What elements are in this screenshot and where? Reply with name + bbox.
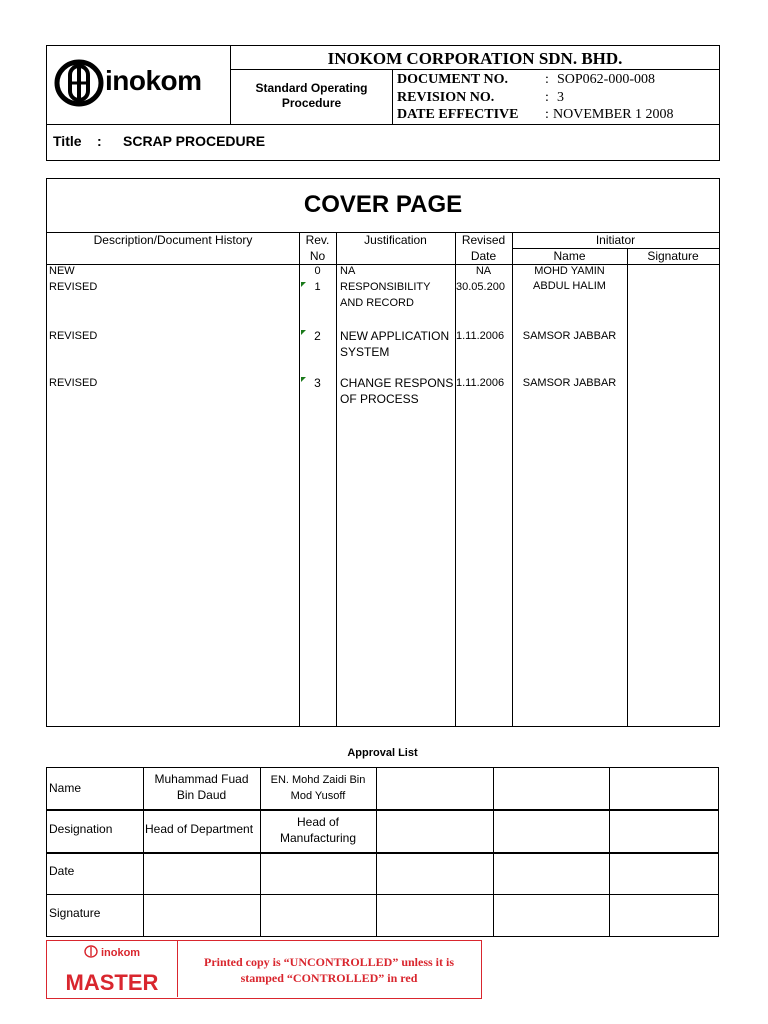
col-header-rev-no: No [309, 249, 326, 263]
approver-1-name-line1: Muhammad Fuad [154, 772, 249, 786]
master-stamp [46, 940, 482, 999]
cover-page-table [46, 178, 720, 727]
stamp-logo-text: inokom [100, 947, 141, 959]
history-row-name: MOHD YAMIN [534, 265, 605, 277]
history-row-rev: 2 [314, 329, 321, 343]
document-fields [397, 71, 717, 124]
col-header-signature: Signature [647, 249, 699, 263]
field-label: DATE EFFECTIVE [397, 107, 519, 122]
history-row-justification: CHANGE RESPONS [340, 376, 454, 390]
approver-1-name-line2: Bin Daud [176, 788, 227, 802]
title-label: Title [53, 133, 82, 149]
history-row-rev: 0 [314, 265, 321, 277]
history-row-justification: RESPONSIBILITY [340, 281, 431, 293]
col-header-description: Description/Document History [93, 233, 253, 247]
approver-2-designation [260, 814, 376, 846]
field-revision-no [397, 89, 717, 107]
history-row-date: NA [475, 265, 492, 277]
document-header [46, 45, 720, 161]
stamp-notice-line1: Printed copy is “UNCONTROLLED” unless it is [203, 955, 455, 969]
stamp-master-label: MASTER [65, 970, 159, 995]
history-row-rev: 1 [314, 281, 321, 293]
approval-label-date: Date [49, 864, 75, 878]
history-row-name: SAMSOR JABBAR [522, 377, 617, 389]
approval-label-designation: Designation [49, 822, 113, 836]
field-label: DOCUMENT NO. [397, 72, 508, 87]
stamp-logo [47, 945, 177, 959]
document-title-row [53, 133, 266, 149]
approval-table [46, 767, 719, 937]
approver-1-name [143, 771, 260, 803]
history-row-name: SAMSOR JABBAR [522, 330, 617, 342]
history-row-justification-cont: OF PROCESS [340, 392, 419, 406]
history-row-desc: REVISED [49, 377, 98, 389]
field-separator: : [545, 89, 549, 105]
col-header-name: Name [553, 249, 586, 263]
history-row-desc: NEW [49, 265, 75, 277]
history-row-justification: NA [340, 265, 356, 277]
history-row-rev: 3 [314, 376, 321, 390]
inokom-emblem-icon [84, 945, 98, 958]
history-row-justification-cont: SYSTEM [340, 345, 390, 359]
approver-2-name-line1: EN. Mohd Zaidi Bin [270, 774, 366, 786]
cover-page-heading: COVER PAGE [303, 191, 463, 218]
col-header-rev: Rev. [305, 233, 330, 247]
document-type [231, 81, 392, 111]
approval-list-heading: Approval List [347, 747, 418, 759]
stamp-notice-line2: stamped “CONTROLLED” in red [240, 971, 418, 985]
field-value: NOVEMBER 1 2008 [553, 107, 674, 122]
approver-2-designation-line2: Manufacturing [279, 831, 357, 845]
field-value: 3 [557, 89, 564, 105]
approver-2-name [260, 772, 376, 804]
approval-label-signature: Signature [49, 906, 101, 920]
field-date-effective [397, 106, 717, 124]
logo-wordmark: inokom [105, 65, 202, 96]
title-separator: : [97, 133, 102, 149]
approver-1-designation: Head of Department [145, 822, 254, 836]
history-row-date: 1.11.2006 [456, 377, 505, 389]
history-row-name-cont: ABDUL HALIM [533, 280, 606, 292]
history-row-desc: REVISED [49, 330, 98, 342]
col-header-initiator: Initiator [595, 233, 636, 247]
field-label: REVISION NO. [397, 89, 495, 105]
title-value: SCRAP PROCEDURE [123, 133, 266, 149]
history-row-justification: NEW APPLICATION [340, 329, 450, 343]
col-header-revised: Revised [461, 233, 506, 247]
field-separator: : [545, 107, 549, 122]
document-type-line2: Procedure [281, 96, 342, 110]
history-row-date: 1.11.2006 [456, 330, 505, 342]
history-row-date: 30.05.200 [456, 281, 505, 293]
field-separator: : [545, 72, 549, 87]
stamp-notice [177, 954, 481, 986]
inokom-emblem-icon [53, 59, 105, 107]
approver-2-designation-line1: Head of [296, 815, 340, 829]
document-type-line1: Standard Operating [255, 81, 368, 95]
approval-label-name: Name [49, 781, 82, 795]
approver-2-name-line2: Mod Yusoff [290, 790, 346, 802]
inokom-logo [53, 59, 225, 107]
col-header-date: Date [470, 249, 497, 263]
field-value: SOP062-000-008 [557, 72, 656, 87]
company-name: INOKOM CORPORATION SDN. BHD. [327, 49, 623, 68]
col-header-justification: Justification [364, 233, 427, 247]
field-document-no [397, 71, 717, 89]
history-row-justification-cont: AND RECORD [340, 297, 414, 309]
history-row-desc: REVISED [49, 281, 98, 293]
